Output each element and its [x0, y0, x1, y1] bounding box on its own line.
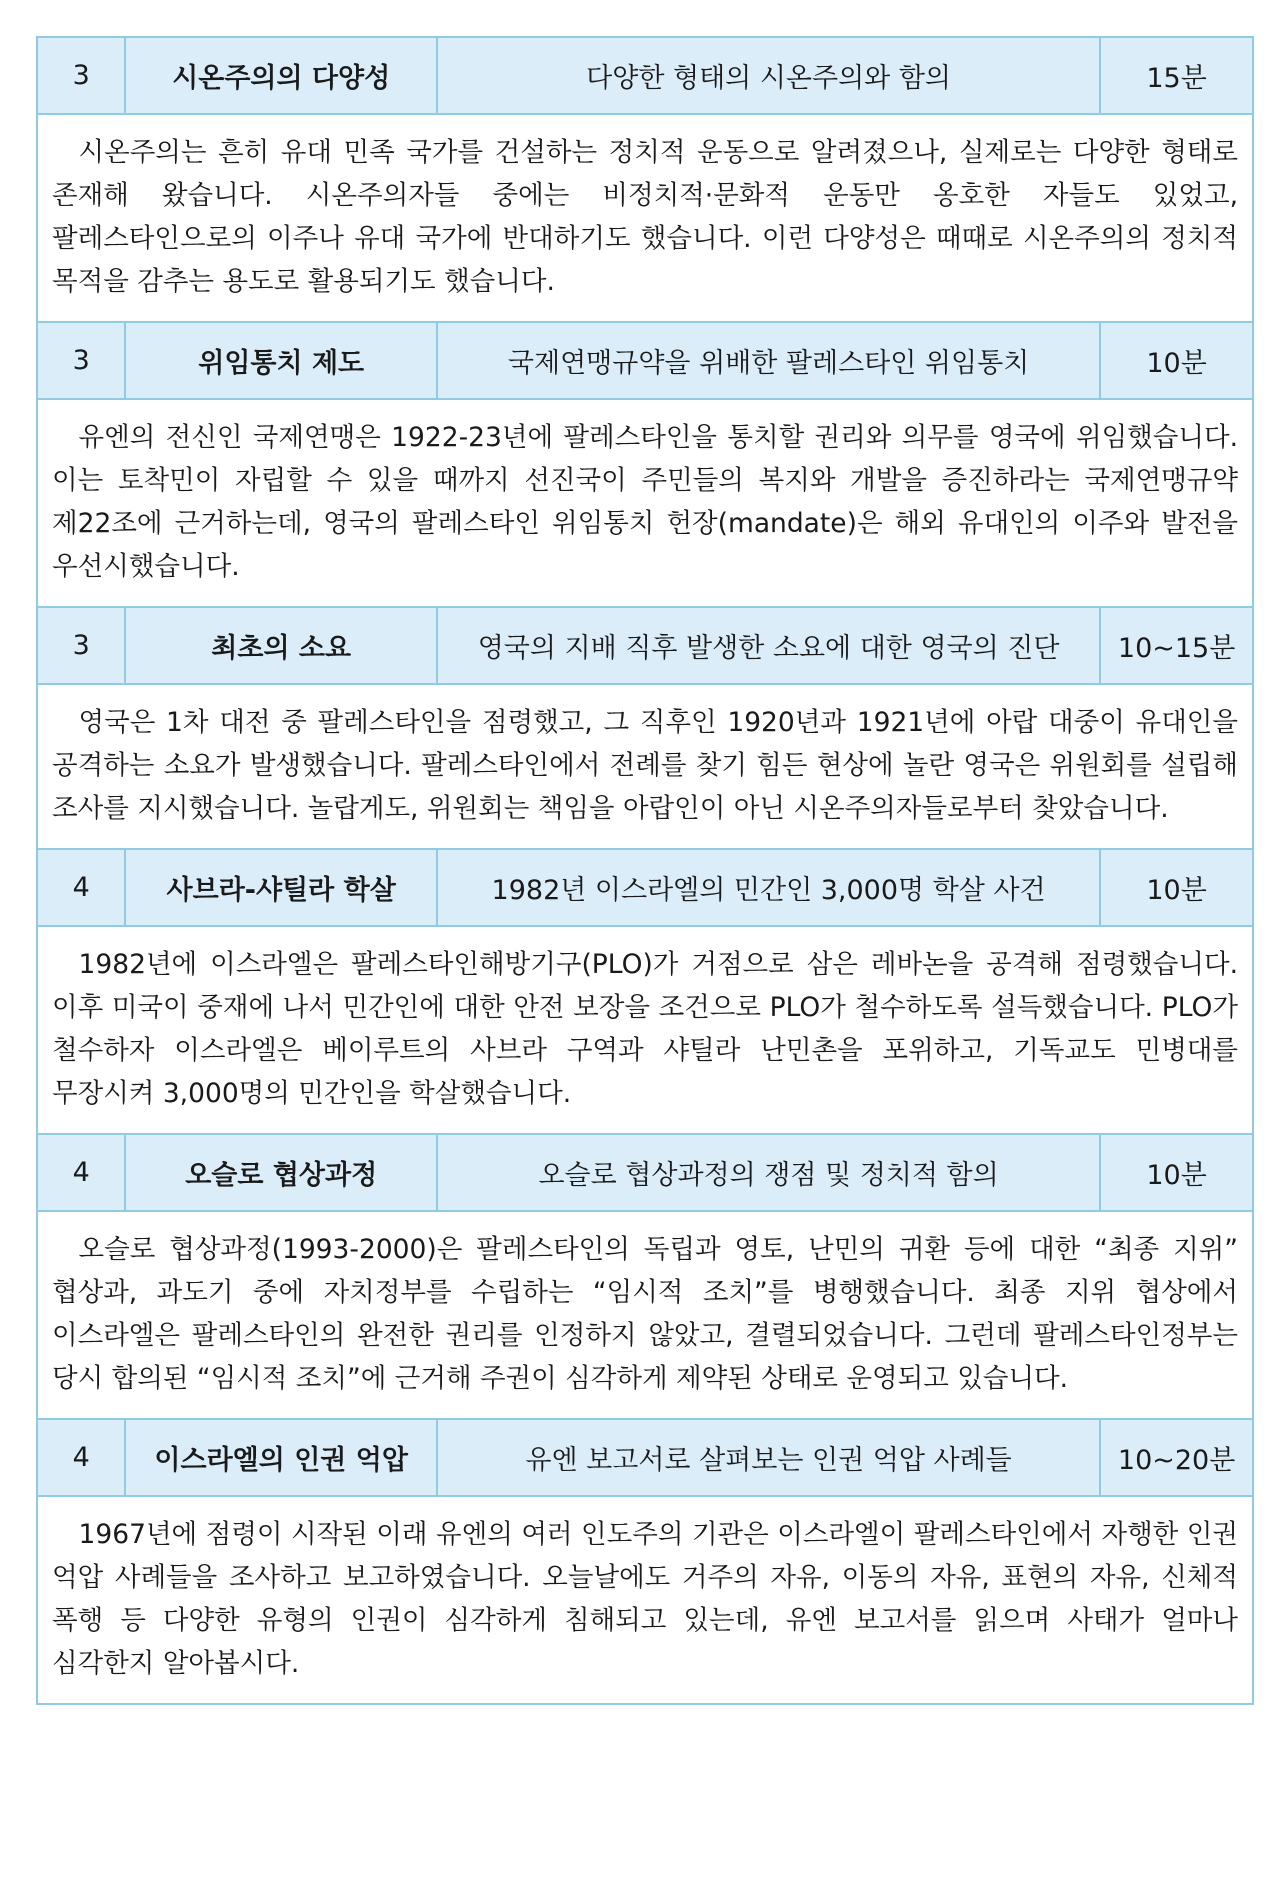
section-body-text: 영국은 1차 대전 중 팔레스타인을 점령했고, 그 직후인 1920년과 1921년에 아랍 대중이 유대인을 공격하는 소요가 발생했습니다. 팔레스타인에서 전례를 찾기 힘든 현상에 놀란 영국은 위원회를 설립해 조사를 지시했습니다. 놀랍게도, 위원회는 책임을 아랍인이 아닌 시온주의자들로부터 찾았습니다.	[52, 707, 1238, 824]
section-header-row	[37, 37, 1253, 114]
lesson-plan-table	[36, 36, 1254, 1705]
section-title: 오슬로 협상과정	[125, 1134, 437, 1211]
section-body-row	[37, 1211, 1253, 1419]
section-summary: 국제연맹규약을 위배한 팔레스타인 위임통치	[437, 322, 1100, 399]
section-body-text: 오슬로 협상과정(1993-2000)은 팔레스타인의 독립과 영토, 난민의 귀환 등에 대한 “최종 지위” 협상과, 과도기 중에 자치정부를 수립하는 “임시적 조치”를 병행했습니다. 최종 지위 협상에서 이스라엘은 팔레스타인의 완전한 권리를 인정하지 않았고, 결렬되었습니다. 그런데 팔레스타인정부는 당시 합의된 “임시적 조치”에 근거해 주권이 심각하게 제약된 상태로 운영되고 있습니다.	[52, 1234, 1238, 1394]
section-duration: 10~15분	[1100, 607, 1253, 684]
section-number: 4	[37, 1419, 125, 1496]
section-title: 이스라엘의 인권 억압	[125, 1419, 437, 1496]
section-body-text: 유엔의 전신인 국제연맹은 1922-23년에 팔레스타인을 통치할 권리와 의무를 영국에 위임했습니다. 이는 토착민이 자립할 수 있을 때까지 선진국이 주민들의 복지와 개발을 증진하라는 국제연맹규약 제22조에 근거하는데, 영국의 팔레스타인 위임통치 헌장(mandate)은 해외 유대인의 이주와 발전을 우선시했습니다.	[52, 422, 1238, 582]
section-title: 위임통치 제도	[125, 322, 437, 399]
section-summary: 다양한 형태의 시온주의와 함의	[437, 37, 1100, 114]
section-body-text: 1967년에 점령이 시작된 이래 유엔의 여러 인도주의 기관은 이스라엘이 팔레스타인에서 자행한 인권 억압 사례들을 조사하고 보고하였습니다. 오늘날에도 거주의 자유, 이동의 자유, 표현의 자유, 신체적 폭행 등 다양한 유형의 인권이 심각하게 침해되고 있는데, 유엔 보고서를 읽으며 사태가 얼마나 심각한지 알아봅시다.	[52, 1519, 1238, 1679]
section-number: 3	[37, 37, 125, 114]
section-body-text: 시온주의는 흔히 유대 민족 국가를 건설하는 정치적 운동으로 알려졌으나, 실제로는 다양한 형태로 존재해 왔습니다. 시온주의자들 중에는 비정치적·문화적 운동만 옹호한 자들도 있었고, 팔레스타인으로의 이주나 유대 국가에 반대하기도 했습니다. 이런 다양성은 때때로 시온주의의 정치적 목적을 감추는 용도로 활용되기도 했습니다.	[52, 137, 1238, 297]
section-summary: 영국의 지배 직후 발생한 소요에 대한 영국의 진단	[437, 607, 1100, 684]
section-title: 최초의 소요	[125, 607, 437, 684]
section-duration: 10분	[1100, 1134, 1253, 1211]
section-header-row	[37, 607, 1253, 684]
section-number: 4	[37, 849, 125, 926]
section-title: 시온주의의 다양성	[125, 37, 437, 114]
section-body-row	[37, 399, 1253, 607]
section-duration: 15분	[1100, 37, 1253, 114]
section-number: 3	[37, 607, 125, 684]
section-header-row	[37, 849, 1253, 926]
section-summary: 유엔 보고서로 살펴보는 인권 억압 사례들	[437, 1419, 1100, 1496]
section-header-row	[37, 1419, 1253, 1496]
section-body-row	[37, 1496, 1253, 1704]
section-body-row	[37, 684, 1253, 849]
section-summary: 오슬로 협상과정의 쟁점 및 정치적 함의	[437, 1134, 1100, 1211]
section-body-row	[37, 926, 1253, 1134]
section-body-text: 1982년에 이스라엘은 팔레스타인해방기구(PLO)가 거점으로 삼은 레바논을 공격해 점령했습니다. 이후 미국이 중재에 나서 민간인에 대한 안전 보장을 조건으로 PLO가 철수하도록 설득했습니다. PLO가 철수하자 이스라엘은 베이루트의 사브라 구역과 샤틸라 난민촌을 포위하고, 기독교도 민병대를 무장시켜 3,000명의 민간인을 학살했습니다.	[52, 949, 1238, 1109]
section-summary: 1982년 이스라엘의 민간인 3,000명 학살 사건	[437, 849, 1100, 926]
section-duration: 10분	[1100, 849, 1253, 926]
section-number: 3	[37, 322, 125, 399]
section-duration: 10~20분	[1100, 1419, 1253, 1496]
section-header-row	[37, 1134, 1253, 1211]
section-number: 4	[37, 1134, 125, 1211]
section-body-row	[37, 114, 1253, 322]
section-header-row	[37, 322, 1253, 399]
section-duration: 10분	[1100, 322, 1253, 399]
section-title: 사브라-샤틸라 학살	[125, 849, 437, 926]
